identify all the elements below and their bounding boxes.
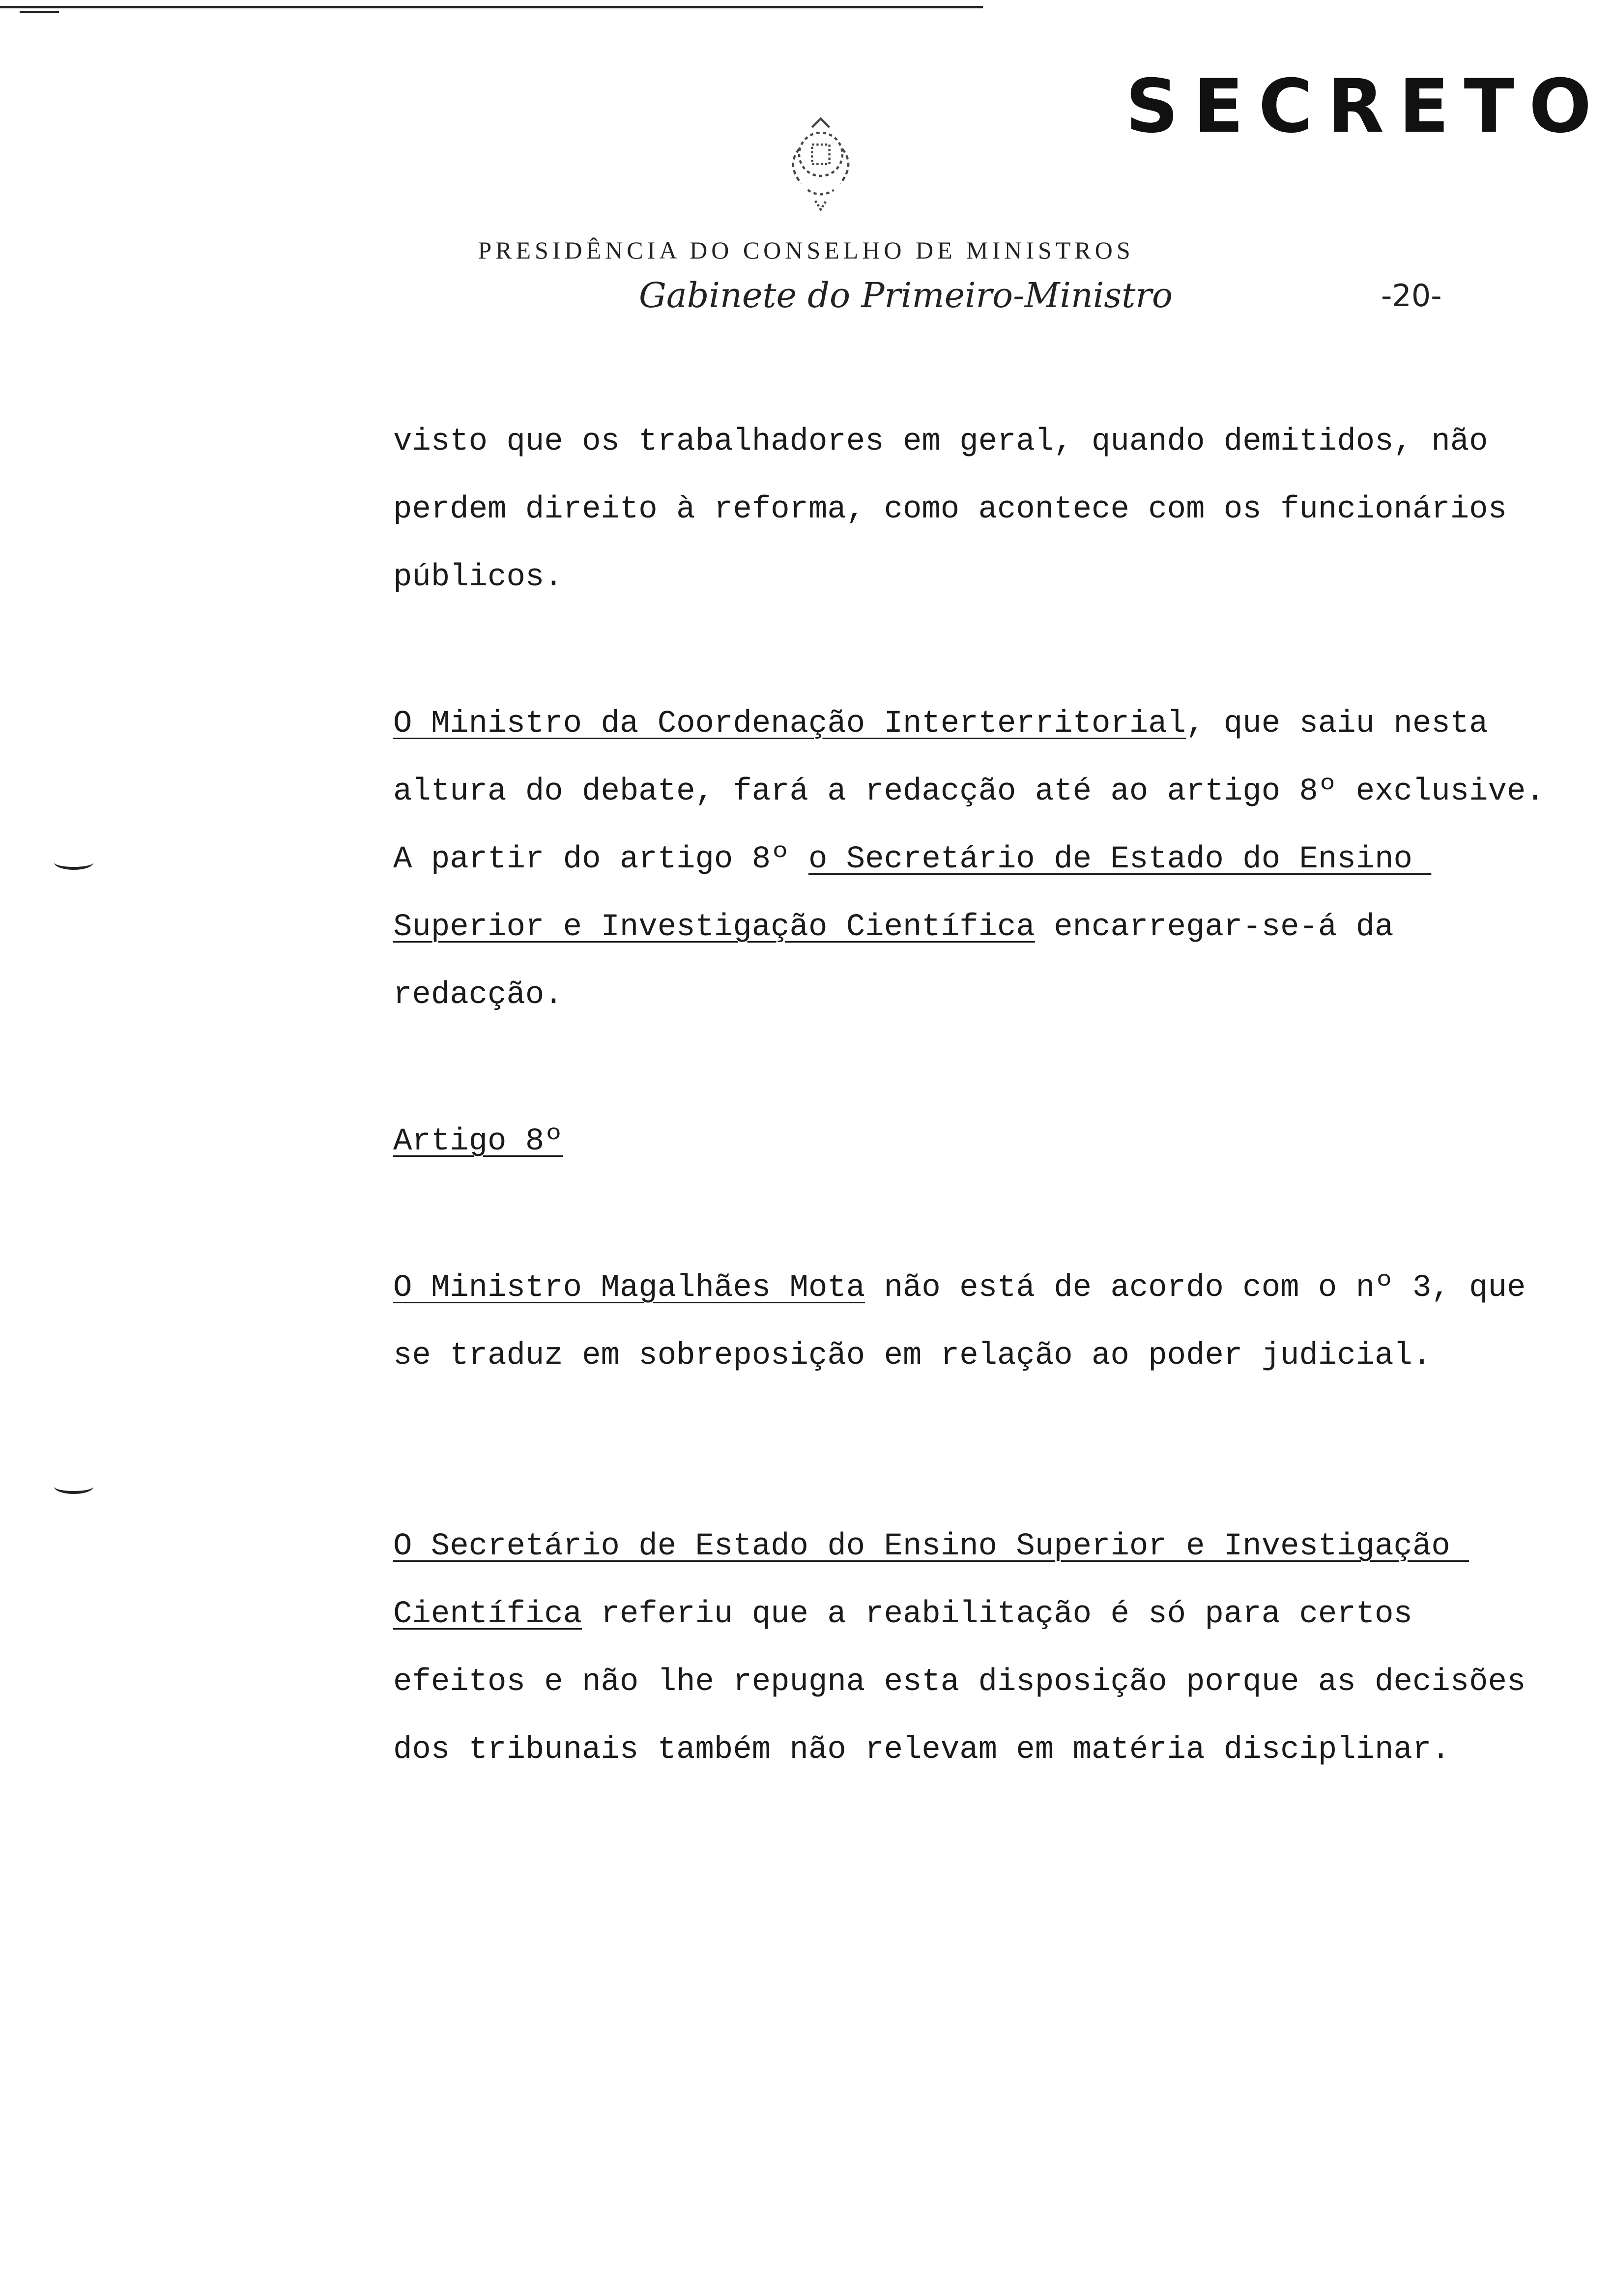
speaker-name: O Ministro Magalhães Mota [393, 1270, 865, 1306]
secret-stamp: SECRETO [1125, 64, 1607, 149]
speaker-name: O Secretário de Estado do Ensino Superior e Investigação Científica [393, 1529, 1469, 1632]
paragraph-pensions: visto que os trabalhadores em geral, quando demitidos, não perdem direito à reforma, como acontece com os funcionários públicos. [393, 424, 1526, 595]
top-rule-mark [20, 11, 59, 13]
institution-name: PRESIDÊNCIA DO CONSELHO DE MINISTROS [478, 236, 1134, 264]
article-heading: Artigo 8º [393, 1124, 563, 1159]
paragraph-drafting-continuation: A partir do artigo 8º o Secretário de Estado do Ensino Superior e Investigação Científica encarregar-se-á da redacção. [393, 842, 1432, 1013]
page-number: -20- [1381, 278, 1442, 314]
speaker-name: o Secretário de Estado do Ensino Superior e Investigação Científica [393, 842, 1432, 945]
cabinet-name: Gabinete do Primeiro-Ministro [639, 275, 1173, 316]
paragraph-objection: O Ministro Magalhães Mota não está de acordo com o nº 3, que se traduz em sobreposição em relação ao poder judicial. [393, 1270, 1545, 1374]
top-rule [0, 6, 983, 8]
margin-mark [54, 855, 93, 870]
margin-mark [54, 1479, 93, 1494]
speaker-name: O Ministro da Coordenação Interterritorial [393, 706, 1186, 742]
paragraph-reply: O Secretário de Estado do Ensino Superior e Investigação Científica referiu que a reabilitação é só para certos efeitos e não lhe repugna esta disposição porque as decisões dos tribunais também não relevam em matéria disciplinar. [393, 1529, 1545, 1768]
document-body [393, 408, 1548, 1784]
coat-of-arms-icon [767, 106, 875, 214]
paragraph-drafting: O Ministro da Coordenação Interterritorial, que saiu nesta altura do debate, fará a redacção até ao artigo 8º exclusive. [393, 706, 1545, 809]
